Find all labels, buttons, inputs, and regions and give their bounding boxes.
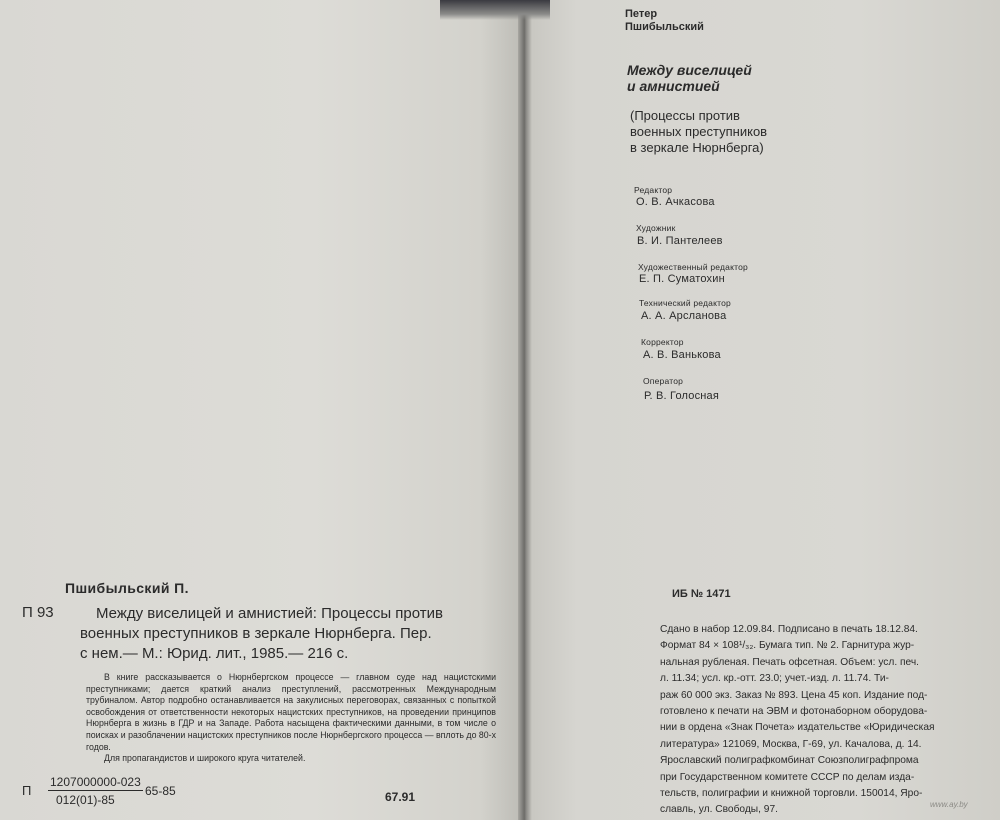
title-line-2: и амнистией [627, 78, 720, 94]
bbk-denominator: 012(01)-85 [56, 793, 115, 807]
credit-name-art-editor: Е. П. Суматохин [639, 273, 725, 285]
imprint-line: раж 60 000 экз. Заказ № 893. Цена 45 коп. Издание под- [660, 689, 928, 701]
annotation-text: В книге рассказывается о Нюрнбергском процессе — главном суде над нацистскими преступниками; дается краткий анализ преступлений, рассмотренных Международным трубиналом. Автор подробно останавливается на закулисных переговорах, связанных с попыткой освобождения от ответственности некоторых нацистских преступников, на проведении принципов Нюрнберга в жизнь в ГДР и на Западе. Работа насыщена фактическими данными, в том числе о поисках и разоблачении нацистских преступников после Нюрнбергского процесса — вплоть до 80-х годов. [86, 672, 497, 752]
subtitle-line-3: в зеркале Нюрнберга) [630, 140, 764, 155]
imprint-line: тельств, полиграфии и книжной торговли. 150014, Яро- [660, 788, 923, 800]
annotation-audience: Для пропагандистов и широкого круга читателей. [104, 753, 306, 764]
book-spine-gutter [518, 0, 532, 820]
annotation [86, 672, 496, 765]
credit-role-tech-editor: Технический редактор [639, 298, 731, 308]
imprint-line: нальная рубленая. Печать офсетная. Объем: усл. печ. [660, 656, 919, 668]
author-last-name: Пшибыльский [625, 21, 704, 33]
credit-name-proofreader: А. В. Ванькова [643, 349, 721, 361]
credit-role-proofreader: Корректор [641, 337, 684, 347]
imprint-line: литература» 121069, Москва, Г-69, ул. Качалова, д. 14. [660, 738, 922, 750]
imprint-line: Сдано в набор 12.09.84. Подписано в печать 18.12.84. [660, 624, 918, 635]
imprint-block [660, 622, 975, 819]
credit-role-artist: Художник [636, 223, 676, 233]
imprint-line: л. 11.34; усл. кр.-отт. 23.0; учет.-изд. л. 11.74. Ти- [660, 673, 889, 685]
credit-name-editor: О. В. Ачкасова [636, 196, 715, 208]
imprint-line: славль, ул. Свободы, 97. [660, 804, 778, 816]
card-code: П 93 [22, 604, 54, 621]
imprint-line: Формат 84 × 108¹/₃₂. Бумага тип. № 2. Гарнитура жур- [660, 640, 915, 652]
author-first-name: Петер [625, 8, 658, 20]
title-line-1: Между виселицей [627, 62, 752, 78]
credit-role-operator: Оператор [643, 376, 684, 386]
subtitle-line-1: (Процессы против [630, 108, 740, 123]
book-title [627, 62, 752, 94]
credit-name-operator: Р. В. Голосная [644, 390, 720, 402]
card-author: Пшибыльский П. [65, 580, 189, 596]
author-name [625, 8, 704, 34]
subtitle-line-2: военных преступников [630, 124, 768, 139]
card-bibliographic-record [80, 604, 506, 664]
imprint-line: Ярославский полиграфкомбинат Союзполиграфпрома [660, 755, 919, 767]
ib-number: ИБ № 1471 [672, 588, 731, 600]
biblio-line-1: Между виселицей и амнистией: Процессы против [96, 605, 443, 622]
bbk-numerator: 1207000000-023 [50, 775, 141, 789]
imprint-line: при Государственном комитете СССР по делам изда- [660, 771, 915, 783]
top-shadow [440, 0, 550, 20]
classification-code: 67.91 [385, 790, 416, 804]
credit-role-art-editor: Художественный редактор [638, 262, 748, 272]
credit-name-artist: В. И. Пантелеев [637, 235, 723, 247]
imprint-line: нии в ордена «Знак Почета» издательстве «Юридическая [660, 722, 935, 734]
biblio-line-2: военных преступников в зеркале Нюрнберга. Пер. [80, 625, 432, 642]
bbk-prefix: П [22, 783, 32, 798]
credit-role-editor: Редактор [634, 185, 673, 195]
credit-name-tech-editor: А. А. Арсланова [641, 310, 727, 322]
biblio-line-3: с нем.— М.: Юрид. лит., 1985.— 216 с. [80, 645, 349, 662]
bbk-side-code: 65-85 [145, 784, 176, 798]
watermark: www.ay.by [930, 800, 968, 809]
book-subtitle [630, 108, 767, 156]
imprint-line: готовлено к печати на ЭВМ и фотонаборном оборудова- [660, 706, 928, 718]
